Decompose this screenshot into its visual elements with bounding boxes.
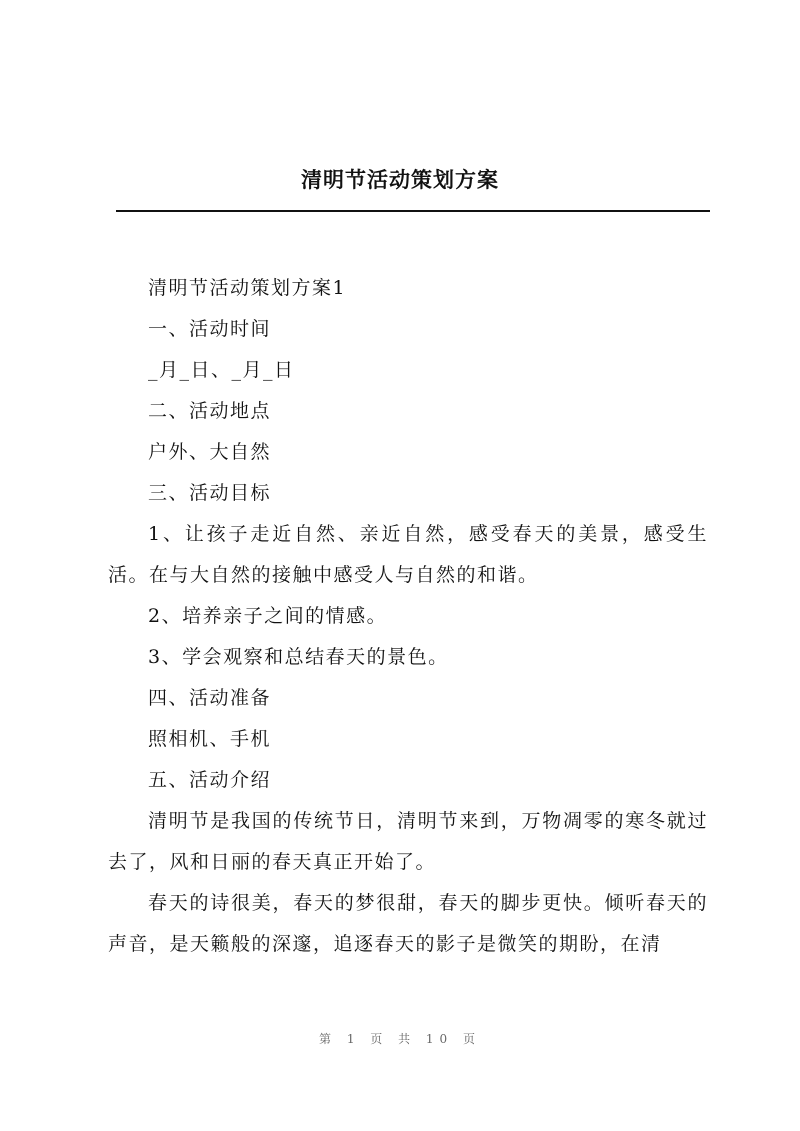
page-title: 清明节活动策划方案 (301, 167, 499, 192)
section-heading-preparation: 四、活动准备 (148, 687, 272, 709)
paragraph-intro-2: 春天的诗很美，春天的梦很甜，春天的脚步更快。倾听春天的声音，是天籁般的深邃，追逐春天的影子是微笑的期盼，在清 (108, 892, 708, 955)
section-heading-time: 一、活动时间 (148, 318, 272, 340)
document-body (108, 268, 708, 965)
paragraph-goal-1: 1、让孩子走近自然、亲近自然，感受春天的美景，感受生活。在与大自然的接触中感受人与自然的和谐。 (108, 523, 708, 586)
paragraph-location-value: 户外、大自然 (148, 441, 272, 463)
paragraph-intro-1: 清明节是我国的传统节日，清明节来到，万物凋零的寒冬就过去了，风和日丽的春天真正开始了。 (108, 810, 708, 873)
paragraph-goal-2: 2、培养亲子之间的情感。 (148, 605, 388, 627)
section-heading-location: 二、活动地点 (148, 400, 272, 422)
section-heading-goals: 三、活动目标 (148, 482, 272, 504)
title-underline-divider (116, 210, 710, 212)
paragraph-plan-heading: 清明节活动策划方案1 (148, 277, 347, 299)
paragraph-time-value: _月_日、_月_日 (148, 359, 295, 381)
paragraph-goal-3: 3、学会观察和总结春天的景色。 (148, 646, 449, 668)
page-number-footer: 第 1 页 共 10 页 (319, 1032, 481, 1046)
paragraph-preparation-value: 照相机、手机 (148, 728, 272, 750)
section-heading-introduction: 五、活动介绍 (148, 769, 272, 791)
